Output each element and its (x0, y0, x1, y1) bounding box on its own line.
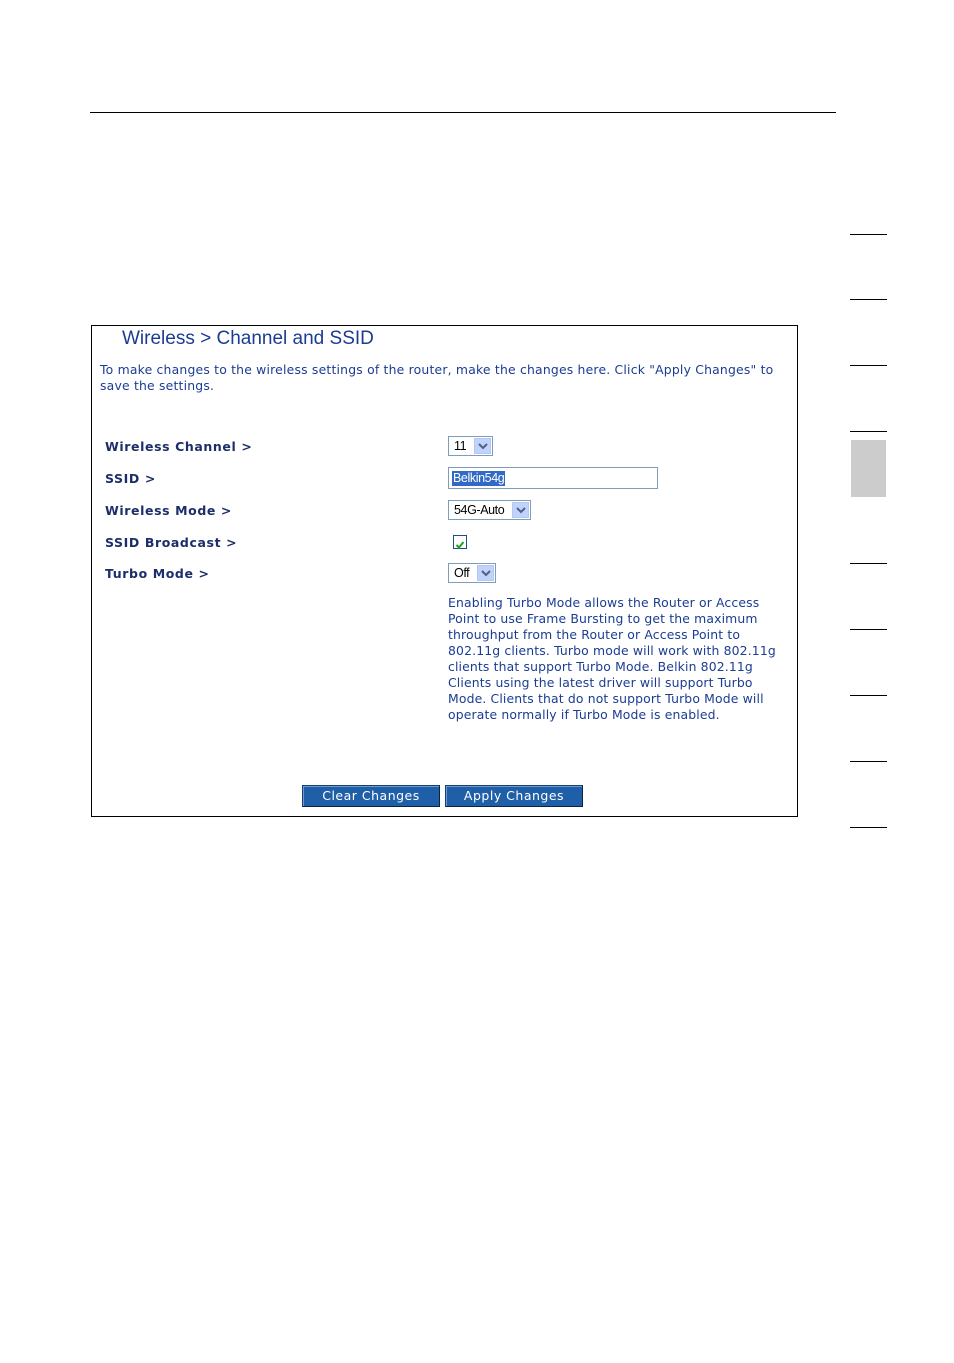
turbo-mode-label: Turbo Mode > (105, 566, 210, 581)
ssid-value: Belkin54g (453, 471, 505, 485)
page-title: Wireless > Channel and SSID (122, 328, 374, 349)
section-tab-divider (850, 563, 887, 564)
turbo-mode-select[interactable] (448, 563, 496, 583)
wireless-mode-value: 54G-Auto (454, 503, 505, 517)
turbo-mode-description: Enabling Turbo Mode allows the Router or Access Point to use Frame Bursting to get the maximum throughput from the Router or Access Point to 802.11g clients. Turbo mode will work with 802.11g clients that support Turbo Mode. Belkin 802.11g Clients using the latest driver will support Turbo Mode. Clients that do not support Turbo Mode will operate normally if Turbo Mode is enabled. (448, 595, 776, 722)
section-tab-divider (850, 629, 887, 630)
section-tab-divider (850, 761, 887, 762)
intro-text: To make changes to the wireless settings of the router, make the changes here. Click "Apply Changes" to save the settings. (100, 362, 774, 393)
clear-changes-button[interactable]: Clear Changes (302, 785, 440, 807)
wireless-mode-select[interactable] (448, 500, 531, 520)
section-tab-divider (850, 299, 887, 300)
section-tab-divider (850, 431, 887, 432)
ssid-input[interactable] (448, 467, 658, 489)
wireless-channel-select[interactable] (448, 436, 493, 456)
section-tab-divider (850, 365, 887, 366)
chevron-down-icon[interactable] (512, 502, 529, 518)
ssid-broadcast-label: SSID Broadcast > (105, 535, 238, 550)
active-section-tab (851, 440, 886, 497)
ssid-label: SSID > (105, 471, 156, 486)
wireless-mode-label: Wireless Mode > (105, 503, 232, 518)
chevron-down-icon[interactable] (474, 438, 491, 454)
section-tab-divider (850, 827, 887, 828)
ssid-broadcast-checkbox[interactable] (453, 535, 467, 549)
wireless-channel-value: 11 (454, 439, 467, 453)
top-divider (90, 112, 836, 113)
checkmark-icon (454, 539, 466, 551)
section-tab-divider (850, 234, 887, 235)
section-tab-divider (850, 695, 887, 696)
turbo-mode-value: Off (454, 566, 470, 580)
chevron-down-icon[interactable] (477, 565, 494, 581)
wireless-channel-label: Wireless Channel > (105, 439, 253, 454)
apply-changes-button[interactable]: Apply Changes (445, 785, 583, 807)
wireless-settings-panel (91, 325, 798, 817)
